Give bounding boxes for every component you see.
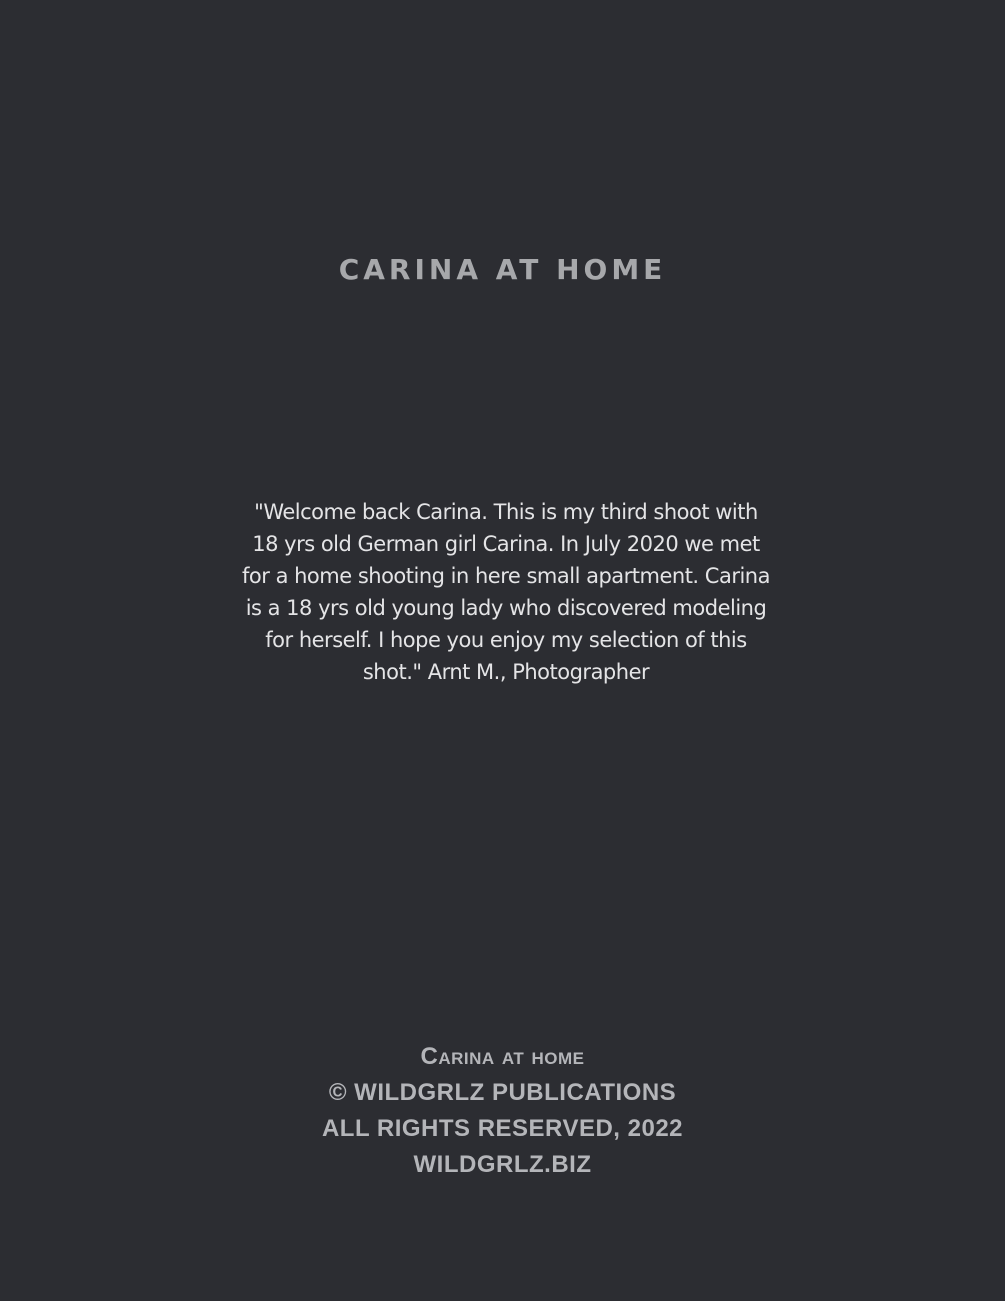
credits-rights: ALL RIGHTS RESERVED, 2022 <box>321 1115 684 1142</box>
credits-block <box>0 1039 1005 1183</box>
page-title: CARINA AT HOME <box>338 253 667 286</box>
credits-publisher: © WILDGRLZ PUBLICATIONS <box>328 1079 677 1106</box>
credits-website: WILDGRLZ.BIZ <box>413 1151 592 1178</box>
photographer-quote: "Welcome back Carina. This is my third shoot with 18 yrs old German girl Carina. In July 2020 we met for a home shooting in here small apartment. Carina is a 18 yrs old young lady who discovered modeling for herself. I hope you enjoy my selection of this shot." Arnt M., Photographer <box>242 500 770 684</box>
credits-title: Carina at home <box>420 1043 585 1070</box>
